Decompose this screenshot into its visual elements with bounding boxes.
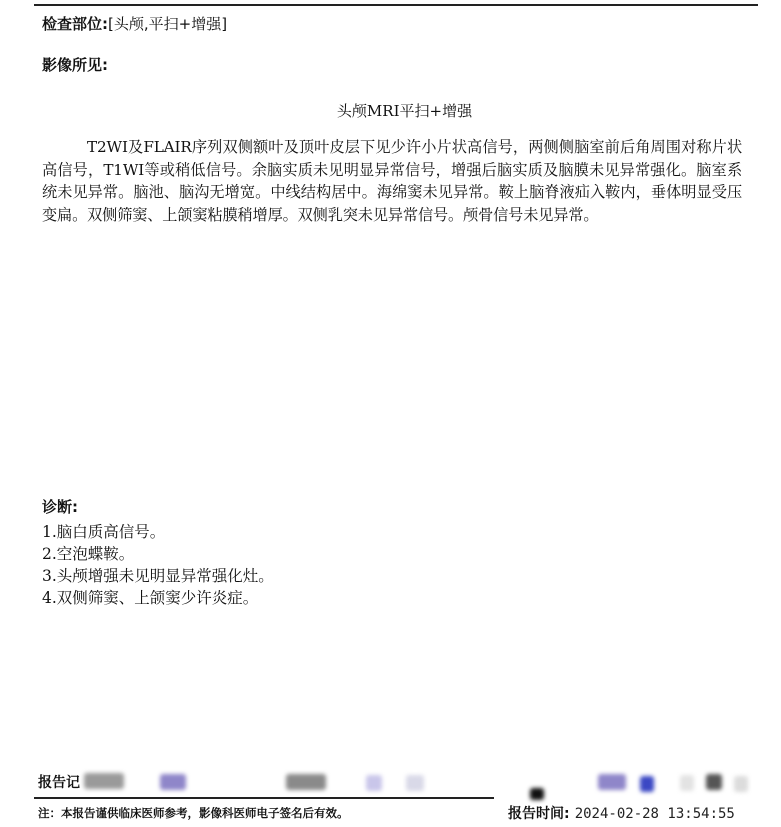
diagnosis-list	[42, 521, 274, 609]
findings-body: T2WI及FLAIR序列双侧额叶及顶叶皮层下见少许小片状高信号，两侧侧脑室前后角周围对称片状高信号，T1WI等或稍低信号。余脑实质未见明显异常信号，增强后脑实质及脑膜未见异常强化。脑室系统未见异常。脑池、脑沟无增宽。中线结构居中。海绵窦未见异常。鞍上脑脊液疝入鞍内，垂体明显受压变扁。双侧筛窦、上颌窦粘膜稍增厚。双侧乳突未见异常信号。颅骨信号未见异常。	[42, 138, 742, 224]
findings-label: 影像所见:	[42, 56, 108, 74]
redacted-area	[640, 776, 654, 792]
bottom-rule	[34, 797, 494, 799]
redacted-area	[598, 774, 626, 790]
diagnosis-item: 2.空泡蝶鞍。	[42, 545, 135, 563]
redacted-area	[160, 774, 186, 790]
report-time	[508, 803, 735, 823]
report-time-label: 报告时间:	[508, 806, 570, 822]
redacted-area	[366, 775, 382, 791]
report-time-value: 2024-02-28 13:54:55	[574, 806, 735, 822]
diagnosis-item: 4.双侧筛窦、上颌窦少许炎症。	[42, 589, 259, 607]
reporter-label: 报告记	[38, 775, 80, 791]
redacted-area	[406, 775, 424, 791]
redacted-area	[734, 776, 748, 792]
exam-site-line	[42, 13, 227, 34]
diagnosis-label: 诊断:	[42, 498, 78, 516]
redacted-area	[680, 775, 694, 791]
redacted-area	[706, 774, 722, 790]
redacted-area	[530, 788, 544, 800]
diagnosis-item: 1.脑白质高信号。	[42, 523, 166, 541]
findings-title: 头颅MRI平扫+增强	[336, 102, 473, 120]
exam-site-label: 检查部位:	[42, 15, 108, 33]
disclaimer-note: 注：本报告谨供临床医师参考，影像科医师电子签名后有效。	[38, 806, 349, 820]
redacted-area	[286, 774, 326, 790]
redacted-area	[84, 773, 124, 789]
exam-site-value: [头颅,平扫+增强]	[108, 15, 228, 33]
top-rule	[34, 4, 758, 6]
diagnosis-item: 3.头颅增强未见明显异常强化灶。	[42, 567, 274, 585]
